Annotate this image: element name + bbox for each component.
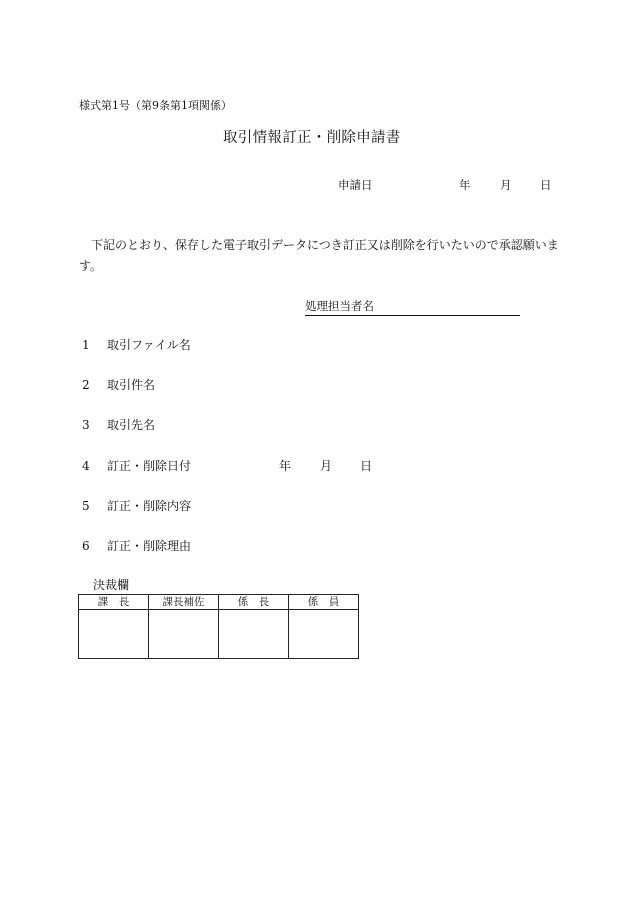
item-label: 訂正・削除理由 xyxy=(107,539,192,553)
approval-title: 決裁欄 xyxy=(93,578,130,592)
table-row xyxy=(79,610,359,659)
item-label: 取引ファイル名 xyxy=(107,338,191,352)
approval-header-unit-chief: 係 長 xyxy=(219,595,289,610)
list-item xyxy=(82,457,191,474)
list-item xyxy=(82,376,155,393)
item4-date-year: 年 xyxy=(279,459,292,473)
approval-stamp-cell xyxy=(289,610,359,659)
list-item xyxy=(82,497,191,514)
item-number: 6 xyxy=(82,539,90,553)
item-number: 3 xyxy=(82,418,90,432)
list-item xyxy=(82,537,191,554)
application-date-year: 年 xyxy=(459,178,471,192)
item-label: 訂正・削除日付 xyxy=(107,459,192,473)
approval-stamp-cell xyxy=(79,610,149,659)
form-number: 様式第1号（第9条第1項関係） xyxy=(79,99,232,112)
approval-header-section-chief: 課 長 xyxy=(79,595,149,610)
approval-stamp-cell xyxy=(219,610,289,659)
approval-header-assistant-chief: 課長補佐 xyxy=(149,595,219,610)
application-date-month: 月 xyxy=(500,178,512,192)
body-text: 下記のとおり、保存した電子取引データにつき訂正又は削除を行いたいので承認願います。 xyxy=(79,238,559,273)
application-date-day: 日 xyxy=(540,178,552,192)
item-number: 1 xyxy=(82,338,90,352)
approval-header-staff: 係 員 xyxy=(289,595,359,610)
item-number: 2 xyxy=(82,378,90,392)
item4-date-day: 日 xyxy=(360,459,373,473)
list-item xyxy=(82,416,155,433)
item-label: 取引件名 xyxy=(107,378,156,392)
approval-table xyxy=(78,594,359,659)
item4-date-month: 月 xyxy=(320,459,333,473)
list-item xyxy=(82,336,191,353)
application-date-label: 申請日 xyxy=(338,178,373,192)
item-label: 訂正・削除内容 xyxy=(107,499,192,513)
item-number: 5 xyxy=(82,499,90,513)
item-label: 取引先名 xyxy=(107,418,156,432)
person-in-charge-label: 処理担当者名 xyxy=(305,299,374,313)
document-title: 取引情報訂正・削除申請書 xyxy=(223,130,401,146)
table-row xyxy=(79,595,359,610)
person-in-charge-field xyxy=(305,298,520,316)
approval-stamp-cell xyxy=(149,610,219,659)
item-number: 4 xyxy=(82,459,90,473)
